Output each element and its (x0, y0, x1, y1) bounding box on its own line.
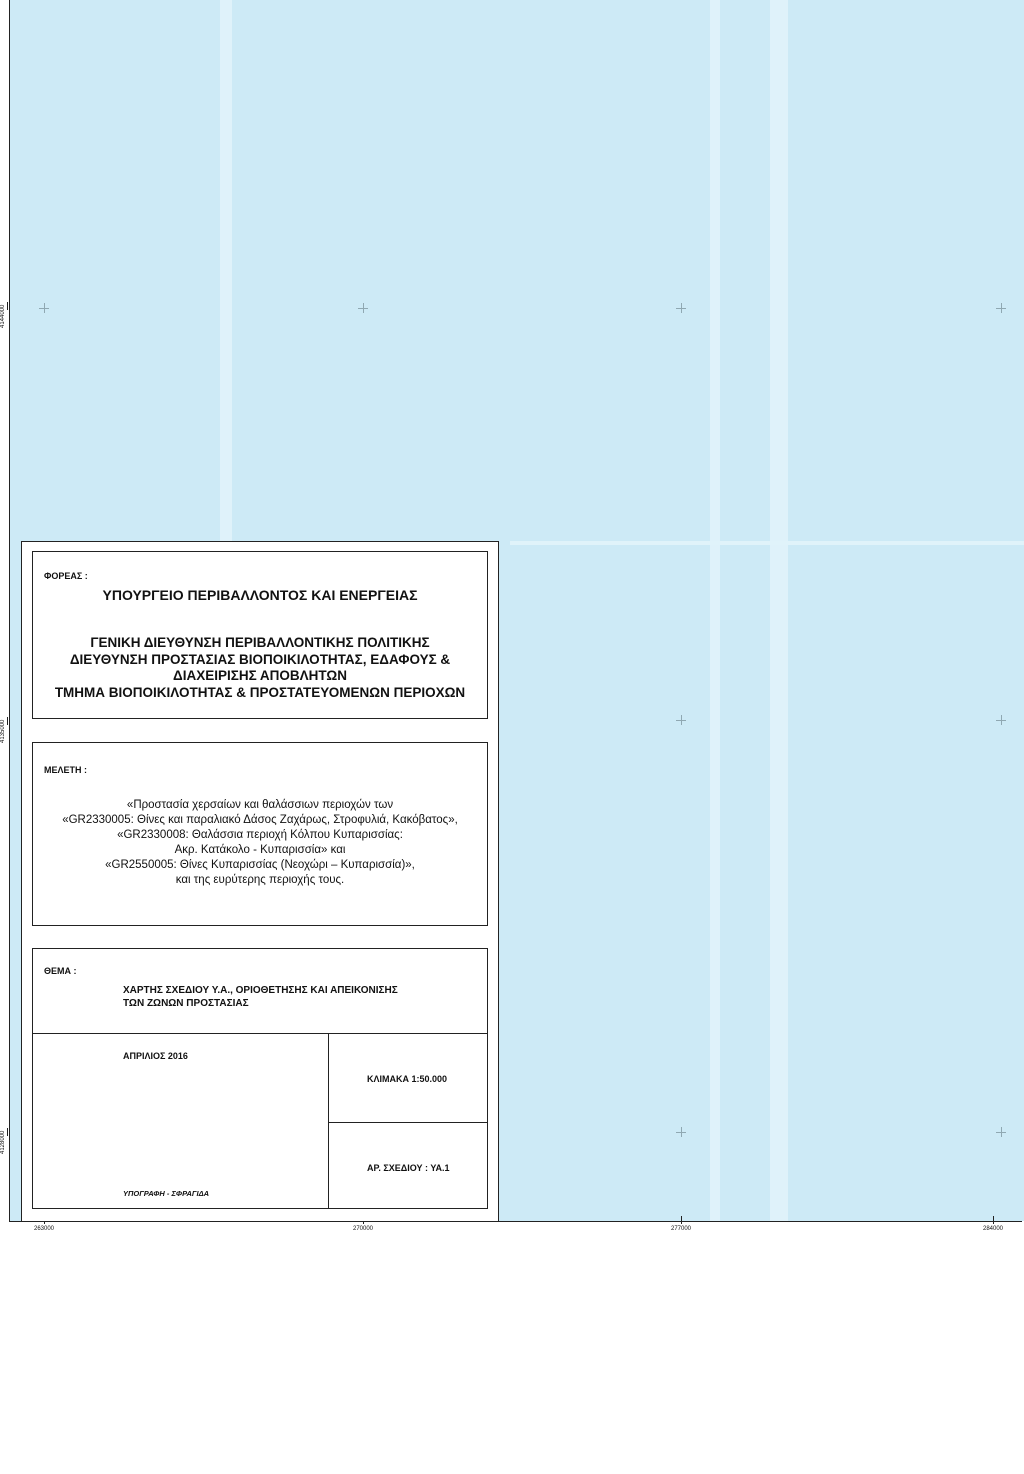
date-signature-box (32, 1033, 329, 1209)
directorate-line: ΔΙΕΥΘΥΝΣΗ ΠΡΟΣΤΑΣΙΑΣ ΒΙΟΠΟΙΚΙΛΟΤΗΤΑΣ, ΕΔΑΦΟΥΣ & (69, 651, 451, 667)
study-line: «GR2330005: Θίνες και παραλιακό Δάσος Ζαχάρως, Στροφυλιά, Κακόβατος», (62, 814, 458, 826)
grid-cross (676, 715, 686, 725)
directorate-lines (33, 635, 487, 701)
x-axis-tick (333, 1222, 393, 1236)
subject-line: ΤΩΝ ΖΩΝΩΝ ΠΡΟΣΤΑΣΙΑΣ (123, 998, 249, 1009)
drawing-number-text: ΑΡ. ΣΧΕΔΙΟΥ : ΥΑ.1 (367, 1163, 450, 1173)
grid-cross (39, 303, 49, 313)
scale-text: ΚΛΙΜΑΚΑ 1:50.000 (367, 1074, 448, 1084)
y-tick-mark (7, 717, 8, 725)
scale-box (328, 1033, 488, 1123)
x-axis-label: 284000 (982, 1226, 1004, 1232)
y-tick-mark (7, 1128, 8, 1136)
ministry-title: ΥΠΟΥΡΓΕΙΟ ΠΕΡΙΒΑΛΛΟΝΤΟΣ ΚΑΙ ΕΝΕΡΓΕΙΑΣ (102, 587, 418, 603)
grid-cross (996, 715, 1006, 725)
grid-cross (676, 303, 686, 313)
x-tick-mark (681, 1216, 682, 1224)
y-axis-tick (0, 1106, 9, 1166)
agency-label: ΦΟΡΕΑΣ : (44, 571, 88, 581)
y-axis-label: 4135000 (0, 719, 6, 743)
drawing-number-box (328, 1122, 488, 1209)
title-block (21, 541, 499, 1222)
directorate-line: ΤΜΗΜΑ ΒΙΟΠΟΙΚΙΛΟΤΗΤΑΣ & ΠΡΟΣΤΑΤΕΥΟΜΕΝΩΝ ΠΕΡΙΟΧΩΝ (54, 684, 466, 700)
date-text: ΑΠΡΙΛΙΟΣ 2016 (123, 1051, 188, 1061)
subject-line: ΧΑΡΤΗΣ ΣΧΕΔΙΟΥ Υ.Α., ΟΡΙΟΘΕΤΗΣΗΣ ΚΑΙ ΑΠΕΙΚΟΝΙΣΗΣ (123, 985, 398, 996)
agency-box (32, 551, 488, 719)
y-axis-tick (0, 695, 9, 755)
x-axis-tick (963, 1222, 1023, 1236)
directorate-line: ΔΙΑΧΕΙΡΙΣΗΣ ΑΠΟΒΛΗΤΩΝ (173, 668, 347, 683)
study-line: «Προστασία χερσαίων και θαλάσσιων περιοχών των (126, 799, 394, 811)
study-line: και της ευρύτερης περιοχής τους. (175, 874, 345, 886)
x-axis-tick (651, 1222, 711, 1236)
x-axis-label: 277000 (670, 1226, 692, 1232)
y-axis-tick (0, 280, 9, 340)
study-line: «GR2550005: Θίνες Κυπαρισσίας (Νεοχώρι – Κυπαρισσία)», (105, 859, 415, 871)
subject-label: ΘΕΜΑ : (44, 966, 77, 976)
subject-box (32, 948, 488, 1034)
y-axis-label: 4144000 (0, 304, 6, 328)
study-label: ΜΕΛΕΤΗ : (44, 765, 88, 775)
x-axis-tick (14, 1222, 74, 1236)
grid-cross (996, 1127, 1006, 1137)
grid-cross (676, 1127, 686, 1137)
x-axis-label: 263000 (33, 1226, 55, 1232)
x-tick-mark (993, 1216, 994, 1224)
study-box (32, 742, 488, 926)
signature-label: ΥΠΟΓΡΑΦΗ - ΣΦΡΑΓΙΔΑ (123, 1189, 210, 1198)
grid-cross (996, 303, 1006, 313)
grid-cross (358, 303, 368, 313)
y-tick-mark (7, 302, 8, 310)
subject-lines (123, 984, 398, 1010)
study-line: «GR2330008: Θαλάσσια περιοχή Κόλπου Κυπαρισσίας: (117, 829, 403, 841)
study-description (33, 798, 487, 888)
study-line: Ακρ. Κατάκολο - Κυπαρισσία» και (174, 844, 346, 856)
directorate-line: ΓΕΝΙΚΗ ΔΙΕΥΘΥΝΣΗ ΠΕΡΙΒΑΛΛΟΝΤΙΚΗΣ ΠΟΛΙΤΙΚΗΣ (90, 635, 430, 650)
x-axis-label: 270000 (352, 1226, 374, 1232)
y-axis-label: 4128000 (0, 1130, 6, 1154)
